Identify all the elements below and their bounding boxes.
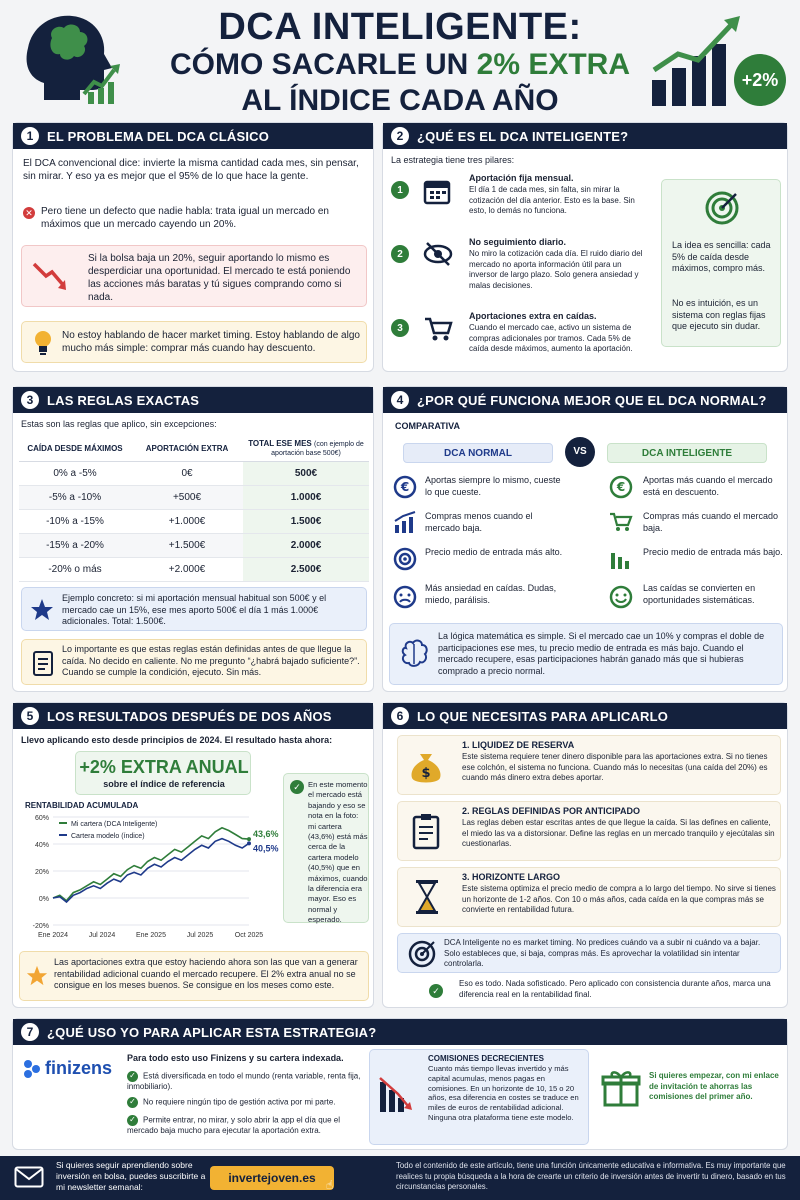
x-tick-label: Ene 2025 — [136, 932, 166, 939]
s3-example-text: Ejemplo concreto: si mi aportación mensual habitual son 500€ y el mercado cae un 15%, ese mes aporto 500€ el día 1 más 1.000€ adicionales. Total: 1.500€. — [62, 593, 327, 626]
col-header-drop: CAÍDA DESDE MÁXIMOS — [19, 435, 131, 462]
table-row — [19, 558, 369, 582]
req-item-2 — [397, 801, 781, 861]
cell-drop: -10% a -15% — [19, 510, 131, 534]
s5-intro: Llevo aplicando esto desde principios de 2024. El resultado hasta ahora: — [21, 735, 333, 745]
series-end-point-2 — [247, 841, 251, 845]
y-tick-label: 20% — [34, 869, 49, 876]
title-line-2-b: 2% EXTRA — [476, 48, 631, 81]
section-3-title: LAS REGLAS EXACTAS — [47, 392, 200, 408]
section-3 — [12, 386, 374, 692]
section-4 — [382, 386, 788, 692]
footer-bar — [0, 1156, 800, 1200]
s3-note-box — [21, 639, 367, 685]
s7-gift-text: Si quieres empezar, con mi enlace de invitación te ahorras las comisiones del primer año. — [649, 1071, 779, 1101]
s1-defect: Pero tiene un defecto que nadie habla: trata igual un mercado en máximos que un mercado cayendo un 20%. — [41, 206, 329, 230]
s2-side-a: La idea es sencilla: cada 5% de caída desde máximos, compro más. — [672, 240, 771, 273]
y-tick-label: -20% — [32, 923, 49, 930]
section-2-num: 2 — [391, 127, 409, 145]
section-6-num: 6 — [391, 707, 409, 725]
cell-total: 1.000€ — [243, 486, 369, 510]
shopping-cart-icon — [609, 511, 633, 533]
section-7-header — [13, 1019, 787, 1045]
normal-item-4: Más ansiedad en caídas. Dudas, miedo, parálisis. — [425, 583, 557, 605]
table-row — [19, 510, 369, 534]
s5-side-text: En este momento el mercado está bajando y eso se nota en la foto: mi cartera (43,6%) está más cerca de la cartera modelo (40,5%) que en máximos, cuando la diferencia era mayor. Eso es normal y esperado. — [308, 780, 368, 925]
s3-intro: Estas son las reglas que aplico, sin excepciones: — [21, 419, 217, 429]
hourglass-icon — [414, 878, 440, 916]
col-header-total-note: (con ejemplo de aportación base 500€) — [271, 441, 364, 457]
cell-extra: +1.000€ — [131, 510, 243, 534]
s4-logic-box — [389, 623, 783, 685]
cell-extra: 0€ — [131, 462, 243, 486]
down-trend-arrow-icon — [32, 260, 68, 294]
series-end-label-2: 40,5% — [253, 843, 279, 854]
s6-blue-note — [397, 933, 781, 973]
req-item-1 — [397, 735, 781, 795]
target-icon — [704, 190, 740, 226]
s3-note-text: Lo importante es que estas reglas están definidas antes de que llegue la caída. No decido en caliente. No me pregunto “¿habrá bajado suficiente?”. Cuando se cumple la condición, ejecuto. Sin más. — [62, 644, 360, 677]
svg-text:€: € — [400, 480, 410, 494]
pillar-2-text: No miro la cotización cada día. El ruido diario del mercado no aporta información útil para un inversor de largo plazo. Solo genera ansiedad y malas decisiones. — [469, 249, 643, 290]
s5-big-sub: sobre el índice de referencia — [103, 779, 225, 789]
header — [0, 0, 800, 120]
smile-face-icon — [609, 585, 633, 609]
section-3-header — [13, 387, 373, 413]
gift-icon — [601, 1067, 641, 1107]
header-badge: +2% — [741, 70, 779, 90]
target-icon — [408, 940, 436, 968]
s1-red-box — [21, 245, 367, 307]
cursor-hand-icon: ☝ — [326, 1178, 334, 1192]
small-bars-icon — [609, 547, 633, 569]
check-circle-icon: ✓ — [290, 780, 304, 794]
decreasing-bars-icon — [378, 1074, 414, 1114]
s4-label: COMPARATIVA — [395, 421, 460, 431]
growth-bars-icon — [648, 14, 788, 110]
s5-footer-text: Las aportaciones extra que estoy haciendo ahora son las que van a generar rentabilidad adicional cuando el mercado recupere. El 2% extra anual no se consigue en los meses buenos. Se consigue en los meses como este. — [54, 957, 358, 990]
req-2-title: 2. REGLAS DEFINIDAS POR ANTICIPADO — [462, 806, 641, 816]
x-tick-label: Jul 2025 — [186, 932, 214, 939]
euro-coin-icon — [609, 475, 633, 499]
s7-check-3-text: Permite entrar, no mirar, y solo abrir la app el día que el mercado baja mucho para ejecutar la aportación extra. — [127, 1115, 340, 1136]
returns-line-chart — [19, 811, 279, 945]
section-5-num: 5 — [21, 707, 39, 725]
req-3-title: 3. HORIZONTE LARGO — [462, 872, 561, 882]
pillar-1-text: El día 1 de cada mes, sin falta, sin mirar la cotización del día anterior. Esto es la base. Sin esto, lo demás no funciona. — [469, 185, 635, 215]
rules-table-header — [19, 435, 369, 462]
cell-total: 500€ — [243, 462, 369, 486]
s7-check-2 — [127, 1097, 367, 1108]
pillar-2-num: 2 — [391, 245, 409, 263]
section-1 — [12, 122, 374, 372]
cell-extra: +2.000€ — [131, 558, 243, 582]
s1-yellow-box — [21, 321, 367, 363]
legend-entry-1: Mi cartera (DCA Inteligente) — [71, 821, 158, 828]
envelope-icon — [14, 1166, 44, 1188]
section-1-title: EL PROBLEMA DEL DCA CLÁSICO — [47, 128, 270, 144]
chart-title: RENTABILIDAD ACUMULADA — [25, 801, 139, 810]
s7-check-2-text: No requiere ningún tipo de gestión activa por mi parte. — [143, 1097, 336, 1107]
cell-drop: 0% a -5% — [19, 462, 131, 486]
star-icon — [30, 598, 54, 622]
pillar-2-title: No seguimiento diario. — [469, 237, 567, 247]
smart-item-1: Aportas más cuando el mercado está en descuento. — [643, 475, 773, 497]
s7-check-1-text: Está diversificada en todo el mundo (renta variable, renta fija, inmobiliario). — [127, 1071, 361, 1092]
req-item-3 — [397, 867, 781, 927]
s1-yellow-text: No estoy hablando de hacer market timing. Estoy hablando de algo mucho más simple: comprar más cuando hay descuento. — [62, 330, 360, 354]
section-7-title: ¿QUÉ USO YO PARA APLICAR ESTA ESTRATEGIA? — [47, 1024, 377, 1040]
s7-check-3 — [127, 1115, 367, 1137]
clipboard-icon — [412, 812, 440, 850]
s7-intro: Para todo esto uso Finizens y su cartera indexada. — [127, 1053, 344, 1063]
s6-green-text: Eso es todo. Nada sofisticado. Pero aplicado con consistencia durante años, marca una diferencia real en la rentabilidad final. — [459, 979, 771, 999]
section-4-title: ¿POR QUÉ FUNCIONA MEJOR QUE EL DCA NORMAL? — [417, 392, 767, 408]
req-2-text: Las reglas deben estar escritas antes de que llegue la caída. Si las defines en caliente, el miedo las va a distorsionar. Define las reglas en un mercado tranquilo y ejecútalas sin cuestionarlas. — [462, 818, 775, 848]
s7-fees-text: Cuanto más tiempo llevas invertido y más capital acumulas, menos pagas en comisiones. En un horizonte de 10, 15 o 20 años, esa diferencia en costes se traduce en miles de euros de rentabilidad adicional. Ninguna otra plataforma tiene este modelo. — [428, 1064, 579, 1122]
s5-big-box — [75, 751, 251, 795]
cell-total: 2.500€ — [243, 558, 369, 582]
col-header-extra: APORTACIÓN EXTRA — [131, 435, 243, 462]
checklist-icon — [32, 649, 54, 677]
section-2 — [382, 122, 788, 372]
cell-extra: +1.500€ — [131, 534, 243, 558]
y-tick-label: 60% — [34, 815, 49, 822]
shopping-cart-icon — [423, 315, 453, 343]
section-5-title: LOS RESULTADOS DESPUÉS DE DOS AÑOS — [47, 708, 332, 724]
cell-drop: -15% a -20% — [19, 534, 131, 558]
section-5 — [12, 702, 374, 1008]
cell-total: 1.500€ — [243, 510, 369, 534]
s1-intro: El DCA convencional dice: invierte la misma cantidad cada mes, sin pensar, sin mirar. Y eso ya es mejor que el 95% de lo que hace la gente. — [23, 158, 359, 182]
check-circle-icon: ✓ — [429, 984, 443, 998]
section-1-num: 1 — [21, 127, 39, 145]
series-end-point-1 — [247, 837, 251, 841]
small-bars-icon — [393, 511, 417, 533]
finizens-logo-icon — [23, 1059, 41, 1079]
s7-fees-title: COMISIONES DECRECIENTES — [428, 1054, 545, 1063]
req-3-text: Este sistema optimiza el precio medio de compra a lo largo del tiempo. No sirve si tienes un horizonte de 1-2 años. Con 10 o más años, cada caída en la que compras más se convierte en rentabilidad futura. — [462, 884, 776, 914]
smart-item-3: Precio medio de entrada más bajo. — [643, 547, 783, 557]
pillar-3-text: Cuando el mercado cae, activo un sistema de compras adicionales por tramos. Cada 5% de caída desde máximos, aumento la aportación. — [469, 323, 633, 353]
s2-side-box — [661, 179, 781, 347]
normal-item-2: Compras menos cuando el mercado baja. — [425, 511, 533, 533]
req-1-title: 1. LIQUIDEZ DE RESERVA — [462, 740, 575, 750]
s4-logic-text: La lógica matemática es simple. Si el mercado cae un 10% y compras el doble de participaciones ese mes, tu precio medio de entrada es más bajo. Cuando el mercado recupere, esas participaciones habrán ganado más que si hubieras comprado a precio normal. — [438, 631, 765, 676]
s5-footer-box — [19, 951, 369, 1001]
svg-text:€: € — [616, 480, 626, 494]
newsletter-link[interactable]: invertejoven.es — [210, 1166, 334, 1190]
vs-badge: VS — [565, 437, 595, 467]
y-tick-label: 0% — [38, 896, 49, 903]
s2-intro: La estrategia tiene tres pilares: — [391, 155, 515, 165]
x-tick-label: Oct 2025 — [234, 932, 264, 939]
smart-item-2: Compras más cuando el mercado baja. — [643, 511, 779, 533]
x-tick-label: Jul 2024 — [88, 932, 116, 939]
sad-face-icon — [393, 585, 417, 609]
money-bag-icon — [408, 746, 444, 786]
check-icon: ✓ — [127, 1115, 138, 1126]
smart-item-4: Las caídas se convierten en oportunidades sistemáticas. — [643, 583, 756, 605]
section-6-title: LO QUE NECESITAS PARA APLICARLO — [417, 708, 669, 724]
s5-side-box — [283, 773, 369, 923]
s7-check-1 — [127, 1071, 367, 1093]
star-icon — [26, 965, 48, 987]
s5-big-text: +2% EXTRA ANUAL — [79, 757, 249, 777]
series-end-label-1: 43,6% — [253, 829, 279, 840]
table-row — [19, 486, 369, 510]
table-row — [19, 462, 369, 486]
pillar-3-num: 3 — [391, 319, 409, 337]
cell-total: 2.000€ — [243, 534, 369, 558]
cell-drop: -5% a -10% — [19, 486, 131, 510]
calendar-icon — [423, 177, 451, 205]
legend-entry-2: Cartera modelo (índice) — [71, 833, 145, 840]
series-line-2 — [53, 839, 249, 902]
cell-drop: -20% o más — [19, 558, 131, 582]
check-icon: ✓ — [127, 1097, 138, 1108]
pill-dca-normal: DCA NORMAL — [403, 443, 553, 463]
section-5-header — [13, 703, 373, 729]
pillar-1-title: Aportación fija mensual. — [469, 173, 574, 183]
req-1-text: Este sistema requiere tener dinero disponible para las aportaciones extra. Si no tienes ese colchón, el sistema no funciona. Cuando más lo necesitas (una caída del 20%) es cuando más dinero extra debes aportar. — [462, 752, 768, 782]
brain-head-icon — [14, 8, 124, 108]
normal-item-1: Aportas siempre lo mismo, cueste lo que cueste. — [425, 475, 561, 497]
section-6-header — [383, 703, 787, 729]
section-2-header — [383, 123, 787, 149]
section-7-num: 7 — [21, 1023, 39, 1041]
s6-blue-text: DCA Inteligente no es market timing. No predices cuándo va a subir ni cuándo va a bajar. Solo estableces que, si baja, compras más. Es aprovechar la volatilidad sin intentar controlarla. — [444, 938, 761, 968]
s3-example-box — [21, 587, 367, 631]
footer-newsletter: Si quieres seguir aprendiendo sobre inversión en bolsa, puedes suscribirte a mi newsletter semanal: — [56, 1160, 206, 1192]
title-line-2-a: CÓMO SACARLE UN — [169, 48, 477, 81]
title-line-3: AL ÍNDICE CADA AÑO — [241, 84, 559, 117]
euro-coin-icon — [393, 475, 417, 499]
pill-dca-inteligente: DCA INTELIGENTE — [607, 443, 767, 463]
brain-icon — [398, 638, 430, 670]
target-icon — [393, 547, 417, 571]
section-1-header — [13, 123, 373, 149]
section-3-num: 3 — [21, 391, 39, 409]
finizens-logo-text: finizens — [45, 1058, 113, 1078]
y-tick-label: 40% — [34, 842, 49, 849]
col-header-total-label: TOTAL ESE MES — [248, 439, 312, 448]
section-6 — [382, 702, 788, 1008]
col-header-total — [243, 435, 369, 462]
check-icon: ✓ — [127, 1071, 138, 1082]
pillar-1-num: 1 — [391, 181, 409, 199]
title-line-2 — [130, 48, 670, 82]
section-7 — [12, 1018, 788, 1150]
eye-slash-icon — [423, 241, 453, 267]
section-4-header — [383, 387, 787, 413]
cell-extra: +500€ — [131, 486, 243, 510]
svg-text:$: $ — [421, 766, 431, 781]
x-tick-label: Ene 2024 — [38, 932, 68, 939]
footer-disclaimer: Todo el contenido de este artículo, tiene una función únicamente educativa e informativa. Es muy importante que realices tu propia búsqueda a la hora de crearte un criterio de inversión antes de invertir tu dinero, basado en tus circunstancias personales. — [396, 1161, 786, 1191]
s7-fees-box — [369, 1049, 589, 1145]
s1-red-text: Si la bolsa baja un 20%, seguir aportando lo mismo es desperdiciar una oportunidad. El mercado te está poniendo las acciones más baratas y tú sigues comprando como si nada. — [88, 253, 351, 303]
normal-item-3: Precio medio de entrada más alto. — [425, 547, 563, 557]
pillar-3-title: Aportaciones extra en caídas. — [469, 311, 597, 321]
s2-side-b: No es intuición, es un sistema con reglas fijas que ejecuto sin dudar. — [672, 298, 766, 331]
rules-table — [19, 435, 369, 582]
section-4-num: 4 — [391, 391, 409, 409]
lightbulb-icon — [32, 329, 54, 357]
x-circle-icon: ✕ — [23, 207, 35, 219]
table-row — [19, 534, 369, 558]
section-2-title: ¿QUÉ ES EL DCA INTELIGENTE? — [417, 128, 629, 144]
title-line-1: DCA INTELIGENTE: — [218, 6, 582, 48]
